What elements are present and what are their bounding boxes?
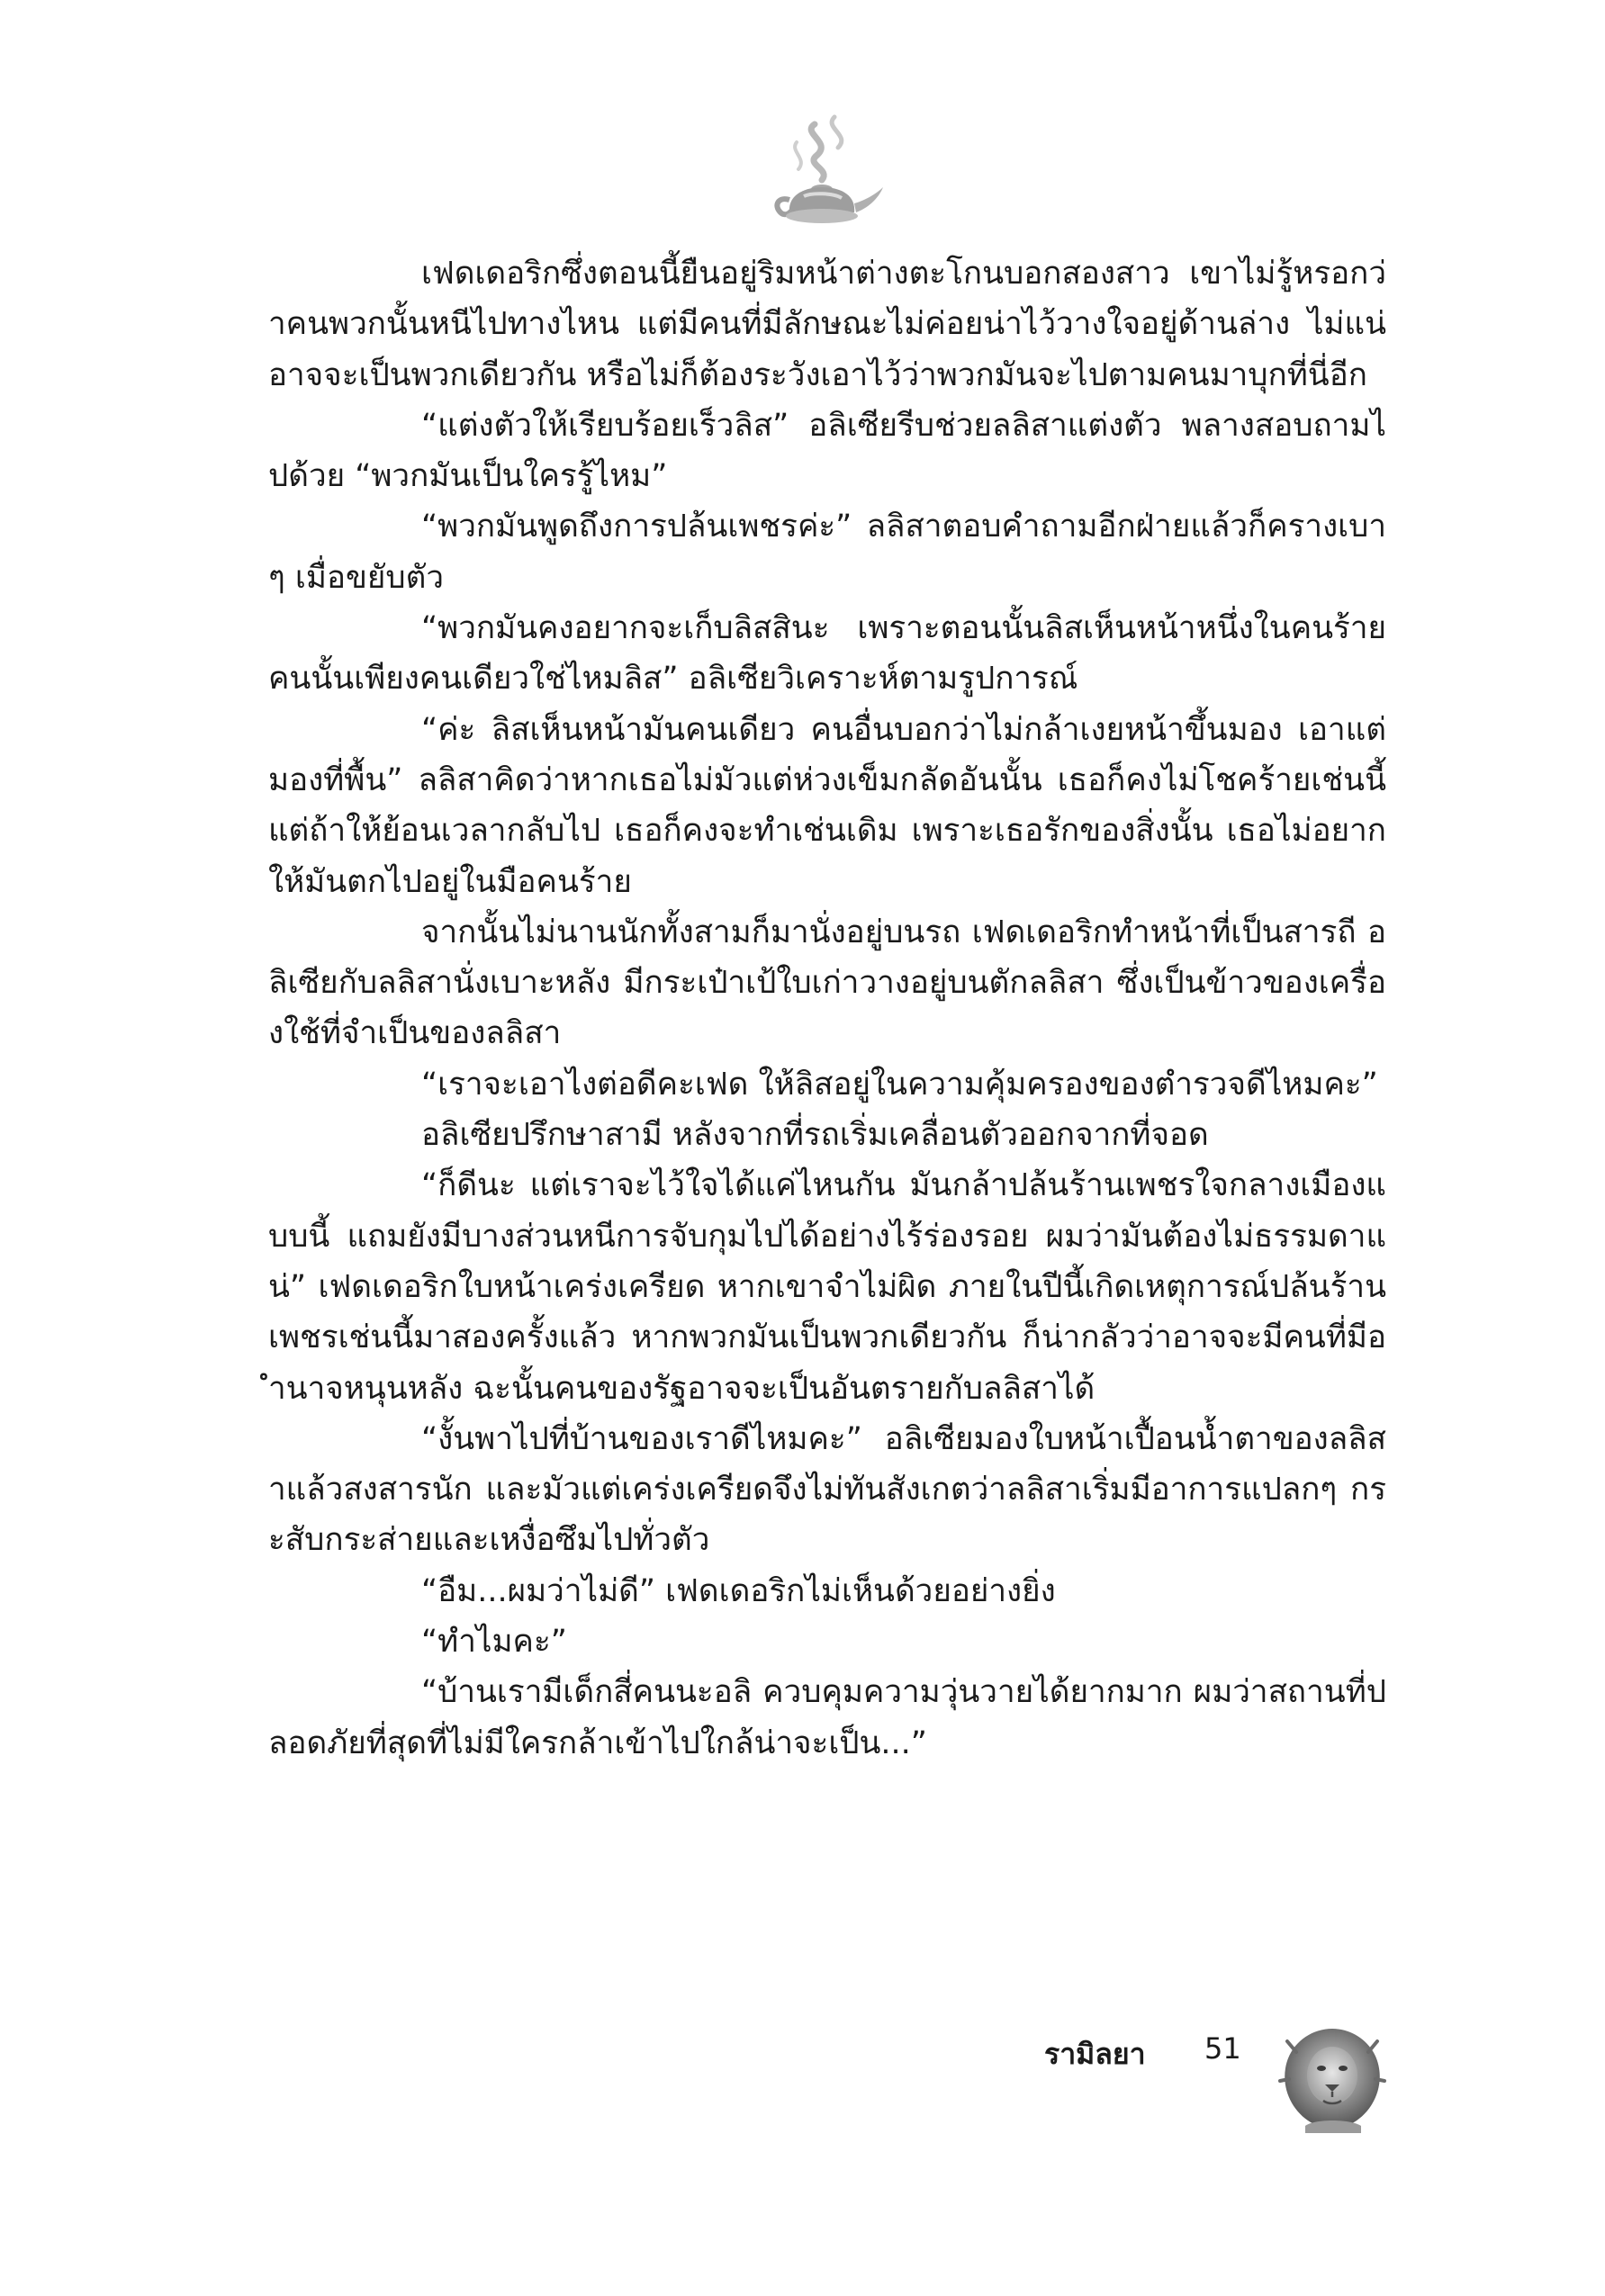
paragraph: “ก็ดีนะ แต่เราจะไว้ใจได้แค่ไหนกัน มันกล้าปล้นร้านเพชรใจกลางเมืองแบบนี้ แถมยังมีบางส่วนหนีการจับกุมไปได้อย่างไร้ร่องรอย ผมว่ามันต้องไม่ธรรมดาแน่” เฟดเดอริกใบหน้าเคร่งเครียด หากเขาจำไม่ผิด ภายในปีนี้เกิดเหตุการณ์ปล้นร้านเพชรเช่นนี้มาสองครั้งแล้ว หากพวกมันเป็นพวกเดียวกัน ก็น่ากลัวว่าอาจจะมีคนที่มีอำนาจหนุนหลัง ฉะนั้นคนของรัฐอาจจะเป็นอันตรายกับลลิสาได้: [268, 1167, 1386, 1407]
paragraph: “งั้นพาไปที่บ้านของเราดีไหมคะ” อลิเซียมองใบหน้าเปื้อนน้ำตาของลลิสาแล้วสงสารนัก และมัวแต่เคร่งเครียดจึงไม่ทันสังเกตว่าลลิสาเริ่มมีอาการแปลกๆ กระสับกระส่ายและเหงื่อซึมไปทั่วตัว: [268, 1420, 1386, 1559]
paragraph: “บ้านเรามีเด็กสี่คนนะอลิ ควบคุมความวุ่นวายได้ยากมาก ผมว่าสถานที่ปลอดภัยที่สุดที่ไม่มีใครกล้าเข้าไปใกล้น่าจะเป็น...”: [268, 1674, 1386, 1761]
book-title: รามิลยา: [1044, 2037, 1146, 2071]
paragraph: “เราจะเอาไงต่อดีคะเฟด ให้ลิสอยู่ในความคุ้มครองของตำรวจดีไหมคะ”: [421, 1066, 1378, 1103]
paragraph: “พวกมันพูดถึงการปล้นเพชรค่ะ” ลลิสาตอบคำถามอีกฝ่ายแล้วก็ครางเบาๆ เมื่อขยับตัว: [268, 509, 1386, 596]
paragraph: จากนั้นไม่นานนักทั้งสามก็มานั่งอยู่บนรถ เฟดเดอริกทำหน้าที่เป็นสารถี อลิเซียกับลลิสานั่งเบาะหลัง มีกระเป๋าเป้ใบเก่าวางอยู่บนตักลลิสา ซึ่งเป็นข้าวของเครื่องใช้ที่จำเป็นของลลิสา: [268, 914, 1386, 1052]
paragraph: “อืม...ผมว่าไม่ดี” เฟดเดอริกไม่เห็นด้วยอย่างยิ่ง: [421, 1572, 1056, 1609]
paragraph: “แต่งตัวให้เรียบร้อยเร็วลิส” อลิเซียรีบช่วยลลิสาแต่งตัว พลางสอบถามไปด้วย “พวกมันเป็นใครรู้ไหม”: [268, 407, 1386, 495]
paragraph: “ทำไมคะ”: [421, 1624, 567, 1661]
body-text: [268, 248, 1386, 1769]
teapot-ornament-icon: [752, 106, 887, 241]
lion-icon: [1278, 2025, 1386, 2133]
page-number: 51: [1204, 2031, 1241, 2066]
paragraph: “ค่ะ ลิสเห็นหน้ามันคนเดียว คนอื่นบอกว่าไม่กล้าเงยหน้าขึ้นมอง เอาแต่มองที่พื้น” ลลิสาคิดว่าหากเธอไม่มัวแต่ห่วงเข็มกลัดอันนั้น เธอก็คงไม่โชคร้ายเช่นนี้ แต่ถ้าให้ย้อนเวลากลับไป เธอก็คงจะทำเช่นเดิม เพราะเธอรักของสิ่งนั้น เธอไม่อยากให้มันตกไปอยู่ในมือคนร้าย: [268, 711, 1386, 900]
page-footer: [1044, 2030, 1314, 2084]
paragraph: อลิเซียปรึกษาสามี หลังจากที่รถเริ่มเคลื่อนตัวออกจากที่จอด: [421, 1117, 1209, 1154]
paragraph: “พวกมันคงอยากจะเก็บลิสสินะ เพราะตอนนั้นลิสเห็นหน้าหนึ่งในคนร้ายคนนั้นเพียงคนเดียวใช่ไหมลิส” อลิเซียวิเคราะห์ตามรูปการณ์: [268, 610, 1386, 698]
paragraph: เฟดเดอริกซึ่งตอนนี้ยืนอยู่ริมหน้าต่างตะโกนบอกสองสาว เขาไม่รู้หรอกว่าคนพวกนั้นหนีไปทางไหน แต่มีคนที่มีลักษณะไม่ค่อยน่าไว้วางใจอยู่ด้านล่าง ไม่แน่อาจจะเป็นพวกเดียวกัน หรือไม่ก็ต้องระวังเอาไว้ว่าพวกมันจะไปตามคนมาบุกที่นี่อีก: [268, 256, 1386, 393]
